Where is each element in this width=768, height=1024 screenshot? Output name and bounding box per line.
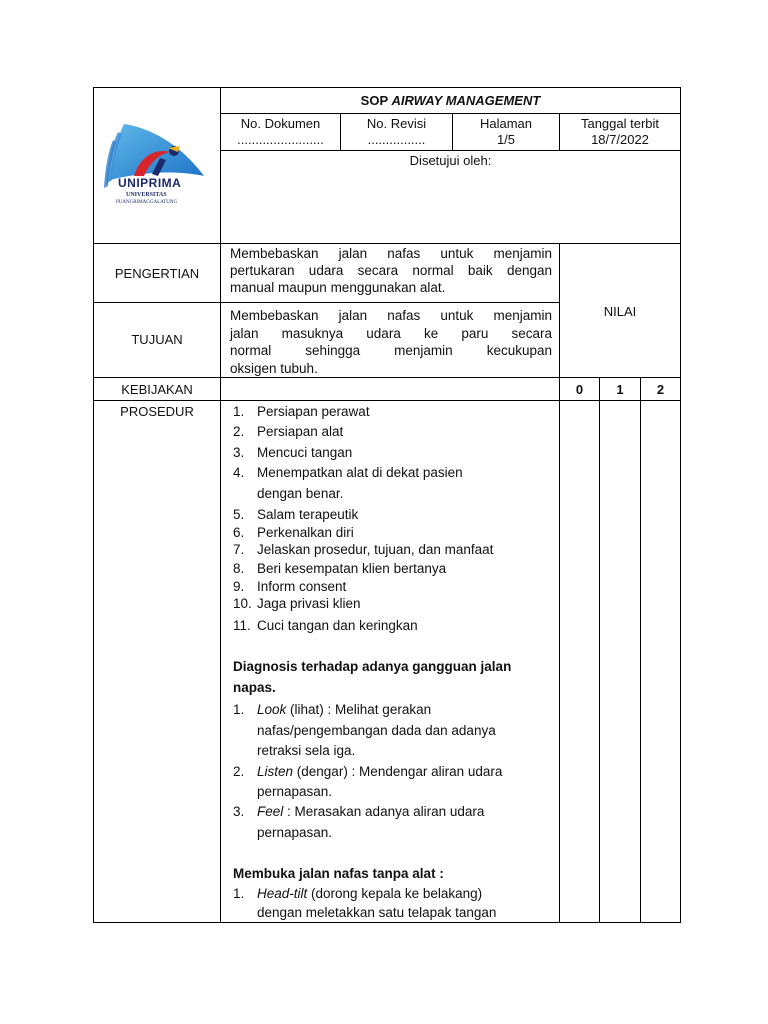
membuka-heading: Membuka jalan nafas tanpa alat : [233, 866, 444, 881]
step-text: Perkenalkan diri [257, 525, 354, 540]
head-tilt-desc: dengan meletakkan satu telapak tangan [257, 905, 497, 920]
kebijakan-label: KEBIJAKAN [121, 382, 193, 397]
document-title [221, 92, 680, 109]
step-number: 3. [233, 445, 245, 460]
look-desc: nafas/pengembangan dada dan adanya [257, 723, 496, 738]
step-number: 4. [233, 465, 245, 480]
table-left-border [93, 87, 94, 923]
step-text: Persiapan perawat [257, 404, 370, 419]
tujuan-line: normal sehingga menjamin kecukupan [230, 343, 552, 358]
content-nilai-divider [559, 243, 560, 923]
logo-sub2: PUANGRIMAGGALATUNG [116, 200, 178, 205]
kebijakan-bottom [93, 400, 681, 401]
no-dokumen-value: ........................ [237, 132, 324, 147]
table-right-border [680, 87, 681, 923]
label-column-divider [220, 87, 221, 923]
step-text: Mencuci tangan [257, 445, 353, 460]
step-text: Inform consent [257, 579, 347, 594]
tujuan-bottom [93, 377, 681, 378]
table-bottom-border [93, 922, 681, 923]
step-text: Beri kesempatan klien bertanya [257, 561, 447, 576]
prosedur-label: PROSEDUR [120, 404, 194, 419]
step-number: 7. [233, 542, 245, 557]
feel-desc: pernapasan. [257, 825, 333, 840]
no-revisi-label: No. Revisi [366, 116, 427, 131]
logo-name: UNIPRIMA [118, 176, 182, 190]
step-number: 3. [233, 804, 245, 819]
score-divider-2 [640, 377, 641, 923]
pengertian-line: manual maupun menggunakan alat. [230, 280, 446, 295]
title-prefix: SOP [360, 93, 392, 108]
score-1-label: 1 [616, 382, 624, 397]
listen-desc: (dengar) : Mendengar aliran udara [293, 764, 503, 779]
step-number: 1. [233, 886, 245, 901]
diagnosis-heading: Diagnosis terhadap adanya gangguan jalan [233, 659, 512, 674]
head-tilt-desc: (dorong kepala ke belakang) [307, 886, 483, 901]
nilai-label: NILAI [603, 304, 637, 319]
score-0-label: 0 [575, 382, 584, 397]
step-number: 6. [233, 525, 245, 540]
diagnosis-heading: napas. [233, 680, 276, 695]
step-number: 5. [233, 507, 245, 522]
step-text: Menempatkan alat di dekat pasien [257, 465, 463, 480]
tujuan-line: jalan masuknya udara ke paru secara [230, 325, 552, 341]
tujuan-line: oksigen tubuh. [230, 360, 318, 376]
look-desc: (lihat) : Melihat gerakan [286, 702, 432, 717]
header-doc-divider [220, 150, 680, 151]
step-number: 11. [233, 618, 251, 633]
tanggal-value: 18/7/2022 [591, 132, 649, 147]
step-number: 8. [233, 561, 245, 576]
step-text: dengan benar. [257, 486, 344, 501]
pengertian-line: pertukaran udara secara normal baik dengan [230, 263, 552, 278]
step-number: 1. [233, 702, 245, 717]
header-title-divider [220, 113, 680, 114]
tujuan-text [230, 307, 552, 377]
halaman-value: 1/5 [496, 132, 516, 147]
feel-desc: : Merasakan adanya aliran udara [283, 804, 485, 819]
tujuan-label: TUJUAN [131, 332, 183, 347]
feel-term: Feel [257, 804, 284, 819]
step-number: 2. [233, 424, 245, 439]
look-term: Look [257, 702, 287, 717]
head-tilt-term: Head-tilt [257, 886, 308, 901]
pengertian-label: PENGERTIAN [114, 266, 200, 281]
header-section-bottom [93, 243, 681, 244]
step-text: Persiapan alat [257, 424, 344, 439]
uniprima-logo [104, 118, 212, 213]
listen-term: Listen [257, 764, 294, 779]
logo-emblem-icon [104, 118, 212, 213]
listen-desc: pernapasan. [257, 784, 333, 799]
tanggal-label: Tanggal terbit [580, 116, 660, 131]
step-number: 10. [233, 596, 252, 611]
logo-sub1: UNIVERSITAS [126, 192, 167, 198]
no-revisi-value: ................ [367, 132, 426, 147]
disetujui-label: Disetujui oleh: [409, 153, 492, 168]
score-2-label: 2 [656, 382, 665, 397]
step-text: Cuci tangan dan keringkan [257, 618, 418, 633]
table-top-border [93, 87, 681, 88]
look-desc: retraksi sela iga. [257, 743, 356, 758]
pengertian-text [230, 245, 552, 296]
pengertian-bottom [93, 302, 560, 303]
title-italic: AIRWAY MANAGEMENT [391, 93, 541, 108]
score-divider-1 [599, 377, 600, 923]
halaman-label: Halaman [479, 116, 533, 131]
pengertian-line: Membebaskan jalan nafas untuk menjamin [230, 246, 552, 261]
step-number: 2. [233, 764, 245, 779]
step-number: 1. [233, 404, 245, 419]
step-text: Salam terapeutik [257, 507, 359, 522]
step-number: 9. [233, 579, 245, 594]
step-text: Jaga privasi klien [257, 596, 361, 611]
step-text: Jelaskan prosedur, tujuan, dan manfaat [257, 542, 494, 557]
no-dokumen-label: No. Dokumen [240, 116, 321, 131]
tujuan-line: Membebaskan jalan nafas untuk menjamin [230, 308, 552, 323]
